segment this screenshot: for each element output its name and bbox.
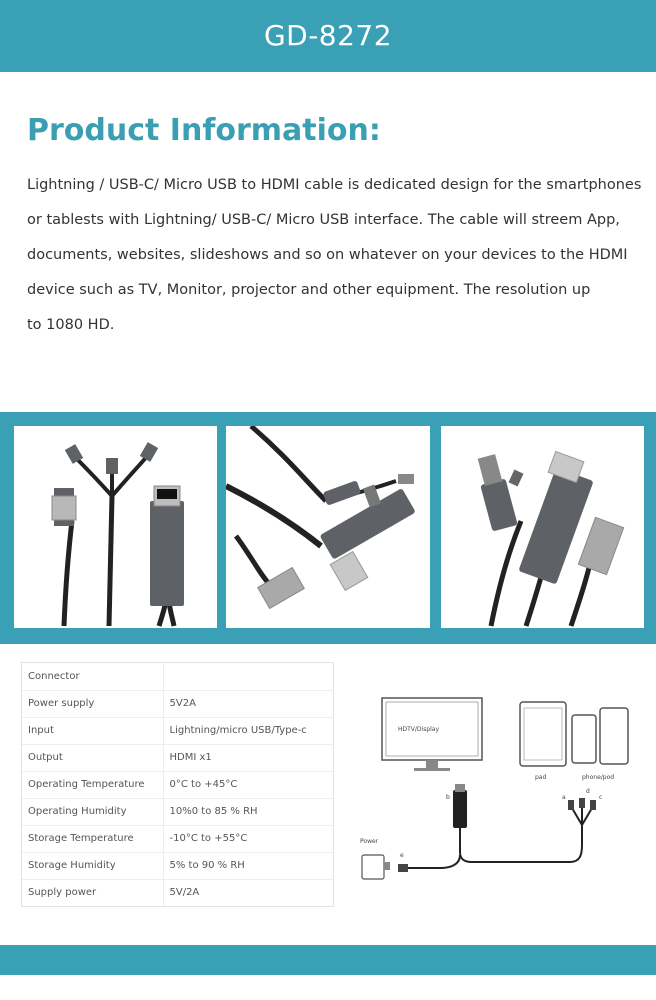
spec-label: Operating Humidity <box>22 798 163 825</box>
power-adapter-icon <box>362 855 384 879</box>
product-info-line: documents, websites, slideshows and so on whatever on your devices to the HDMI <box>27 247 628 263</box>
marker-b: b <box>446 794 450 801</box>
cable-diagonal-illustration <box>226 426 430 628</box>
marker-a: a <box>562 794 566 801</box>
marker-e: e <box>400 852 404 859</box>
product-photo-upright <box>14 426 217 628</box>
spec-value <box>163 663 333 690</box>
cable-angled-illustration <box>441 426 644 628</box>
product-info-line: or tablests with Lightning/ USB-C/ Micro USB interface. The cable will streem App, <box>27 212 620 228</box>
product-info-text <box>27 168 642 343</box>
table-row <box>22 744 333 771</box>
power-label: Power <box>360 838 379 845</box>
spec-label: Storage Humidity <box>22 852 163 879</box>
spec-value: 10%0 to 85 % RH <box>163 798 333 825</box>
display-label: HDTV/Display <box>398 726 440 733</box>
spec-value: HDMI x1 <box>163 744 333 771</box>
table-row <box>22 690 333 717</box>
marker-c: c <box>599 794 603 801</box>
phone-icon <box>572 715 596 763</box>
table-row <box>22 879 333 906</box>
spec-label: Output <box>22 744 163 771</box>
spec-value: 5V/2A <box>169 887 200 899</box>
spec-label: Operating Temperature <box>22 771 163 798</box>
table-row <box>22 771 333 798</box>
pad-label: pad <box>535 774 547 781</box>
header-band <box>0 0 656 72</box>
hdmi-plug-icon <box>453 790 467 828</box>
phone-icon <box>600 708 628 764</box>
table-row <box>22 798 333 825</box>
table-row <box>22 852 333 879</box>
model-number: GD-8272 <box>263 19 393 52</box>
spec-value: Lightning/micro USB/Type-c <box>163 717 333 744</box>
spec-label: Storage Temperature <box>22 825 163 852</box>
footer-band <box>0 945 656 975</box>
spec-label: Power supply <box>22 690 163 717</box>
phone-label: phone/pod <box>582 774 615 781</box>
spec-label: Input <box>22 717 163 744</box>
spec-value: 5% to 90 % RH <box>163 852 333 879</box>
spec-label: Connector <box>22 663 163 690</box>
product-info-line: Lightning / USB-C/ Micro USB to HDMI cable is dedicated design for the smartphones <box>27 177 642 193</box>
spec-value: -10°C to +55°C <box>163 825 333 852</box>
connection-diagram <box>350 690 650 890</box>
table-row <box>22 825 333 852</box>
product-info-title: Product Information: <box>27 113 381 148</box>
table-row <box>22 717 333 744</box>
connection-diagram-art <box>350 690 650 890</box>
spec-value: 0°C to +45°C <box>163 771 333 798</box>
product-photo-diagonal <box>226 426 430 628</box>
product-info-line: device such as TV, Monitor, projector and other equipment. The resolution up <box>27 282 591 298</box>
cable-upright-illustration <box>14 426 217 628</box>
product-photo-angled <box>441 426 644 628</box>
product-info-line: to 1080 HD. <box>27 317 115 333</box>
table-row <box>22 663 333 690</box>
spec-label: Supply power <box>22 879 163 906</box>
spec-value: 5V2A <box>163 690 333 717</box>
marker-d: d <box>586 788 590 795</box>
specs-table <box>21 662 334 907</box>
photo-band <box>0 412 656 644</box>
